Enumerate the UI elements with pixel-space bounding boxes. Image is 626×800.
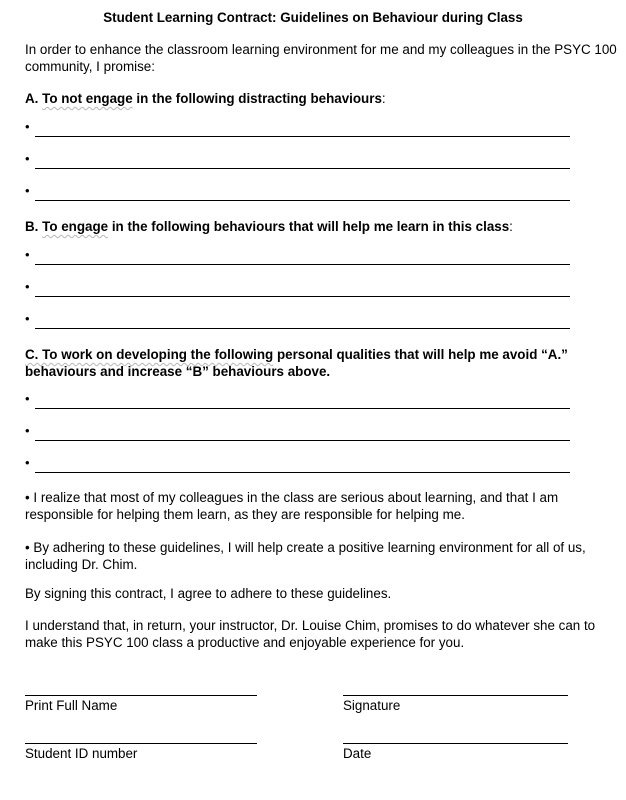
section-a-rest: in the following distracting behaviours <box>132 91 382 106</box>
section-b-line-1[interactable] <box>25 249 570 265</box>
statement-responsibility: • I realize that most of my colleagues in the class are serious about learning, and that I am responsible for helping them learn, as they are responsible for helping me. <box>25 490 559 522</box>
bullet: • <box>25 151 30 166</box>
print-name-line[interactable] <box>25 694 257 696</box>
bullet: • <box>25 391 30 406</box>
section-a-line-3[interactable] <box>25 185 570 201</box>
fill-in-line <box>35 296 570 297</box>
section-c-underlined: C. To work on developing the following <box>25 347 274 362</box>
bullet: • <box>25 247 30 262</box>
section-c-line-3[interactable] <box>25 457 570 473</box>
fill-in-line <box>35 168 570 169</box>
signature-line[interactable] <box>343 694 568 696</box>
statement-instructor-promise: I understand that, in return, your instructor, Dr. Louise Chim, promises to do whatever she can to make this PSYC 100 class a productive and enjoyable experience for you. <box>25 618 596 650</box>
section-b-line-3[interactable] <box>25 313 570 329</box>
fill-in-line <box>35 136 570 137</box>
statement-adherence: • By adhering to these guidelines, I will help create a positive learning environment for all of us, including Dr. Chim. <box>25 540 586 572</box>
section-b-underlined: To engage <box>42 219 109 234</box>
fill-in-line <box>35 408 570 409</box>
bullet: • <box>25 183 30 198</box>
statement-signing: By signing this contract, I agree to adhere to these guidelines. <box>25 586 392 601</box>
bullet: • <box>25 311 30 326</box>
date-label: Date <box>343 746 372 761</box>
print-name-label: Print Full Name <box>25 698 118 713</box>
bullet: • <box>25 423 30 438</box>
section-c-line-2[interactable] <box>25 425 570 441</box>
fill-in-line <box>35 328 570 329</box>
fill-in-line <box>35 200 570 201</box>
bullet: • <box>25 119 30 134</box>
bullet: • <box>25 455 30 470</box>
fill-in-line <box>35 440 570 441</box>
section-b-rest: in the following behaviours that will help me learn in this class <box>108 219 510 234</box>
fill-in-line <box>35 264 570 265</box>
section-c-rest: personal qualities that will help me avoid “A.” behaviours and increase “B” behaviours above. <box>25 347 568 379</box>
section-c-heading <box>25 346 615 380</box>
section-a-underlined: To not engage <box>42 91 133 106</box>
signature-label: Signature <box>343 698 401 713</box>
section-b-line-2[interactable] <box>25 281 570 297</box>
section-a-letter: A. <box>25 91 39 106</box>
fill-in-line <box>35 472 570 473</box>
student-id-line[interactable] <box>25 742 257 744</box>
section-b-letter: B. <box>25 219 39 234</box>
section-a-line-2[interactable] <box>25 153 570 169</box>
section-a-suffix: : <box>381 91 386 106</box>
student-id-label: Student ID number <box>25 746 138 761</box>
bullet: • <box>25 279 30 294</box>
document-title: Student Learning Contract: Guidelines on Behaviour during Class <box>103 10 523 25</box>
intro-paragraph: In order to enhance the classroom learning environment for me and my colleagues in the PSYC 100 community, I promise: <box>25 42 617 74</box>
date-line[interactable] <box>343 742 568 744</box>
section-a-heading <box>25 90 615 107</box>
section-b-suffix: : <box>509 219 513 234</box>
section-a-line-1[interactable] <box>25 121 570 137</box>
section-b-heading <box>25 218 615 235</box>
section-c-line-1[interactable] <box>25 393 570 409</box>
